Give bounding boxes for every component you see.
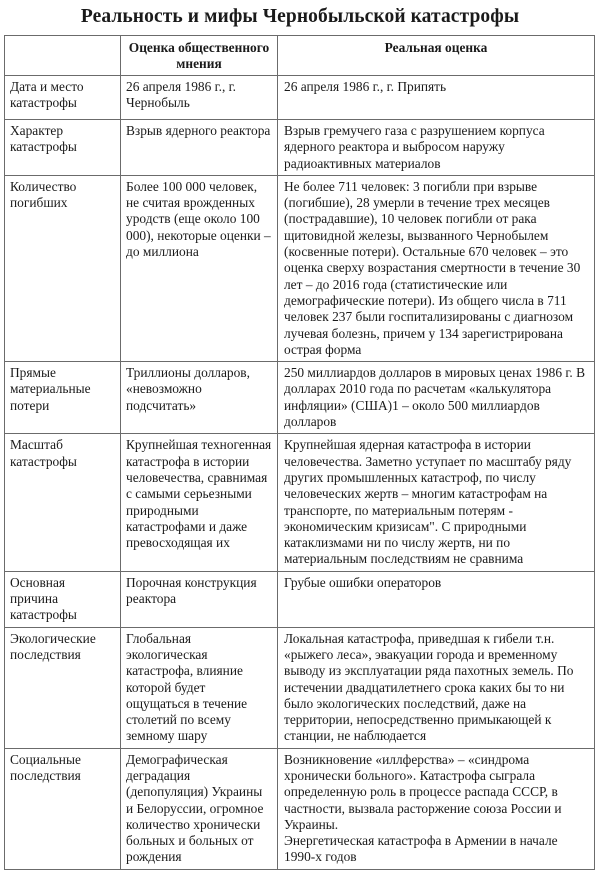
row-real-assessment bbox=[278, 175, 595, 361]
header-aspect bbox=[5, 36, 121, 76]
table-row bbox=[5, 571, 595, 627]
row-public-opinion: Триллионы долларов, «невозможно подсчитать» bbox=[121, 362, 278, 434]
row-public-opinion: Глобальная экологическая катастрофа, влияние которой будет ощущаться в течение столетий по всему земному шару bbox=[121, 627, 278, 748]
table-row bbox=[5, 434, 595, 571]
row-public-opinion: Взрыв ядерного реактора bbox=[121, 120, 278, 176]
row-real-assessment bbox=[278, 748, 595, 869]
real-paragraph: Локальная катастрофа, приведшая к гибели т.н. «рыжего леса», эвакуации города и временному выводу из эксплуатации ряда пахотных земель. По истечении двадцатилетнего срока каких бы то ни было экологических последствий, даже на территории, непосредственно примыкающей к станции, не наблюдается bbox=[284, 630, 574, 744]
row-aspect: Социальные последствия bbox=[5, 748, 121, 869]
table-row bbox=[5, 748, 595, 869]
row-aspect: Масштаб катастрофы bbox=[5, 434, 121, 571]
real-paragraph: Энергетическая катастрофа в Армении в начале 1990-х годов bbox=[284, 833, 558, 865]
header-public-opinion: Оценка общественного мнения bbox=[121, 36, 278, 76]
row-real-assessment bbox=[278, 362, 595, 434]
row-aspect: Прямые материальные потери bbox=[5, 362, 121, 434]
row-aspect: Дата и место катастрофы bbox=[5, 76, 121, 120]
row-real-assessment bbox=[278, 76, 595, 120]
row-public-opinion: Демографическая деградация (депопуляция) Украины и Белоруссии, огромное количество хронически больных и больных от рождения bbox=[121, 748, 278, 869]
real-paragraph: Грубые ошибки операторов bbox=[284, 574, 442, 590]
table-row bbox=[5, 627, 595, 748]
real-paragraph: Взрыв гремучего газа с разрушением корпуса ядерного реактора и выбросом наружу радиоактивных материалов bbox=[284, 123, 545, 171]
table-header-row bbox=[5, 36, 595, 76]
table-row bbox=[5, 175, 595, 361]
table-row bbox=[5, 362, 595, 434]
comparison-table bbox=[4, 35, 595, 870]
row-aspect: Количество погибших bbox=[5, 175, 121, 361]
row-real-assessment bbox=[278, 120, 595, 176]
header-real-assessment: Реальная оценка bbox=[278, 36, 595, 76]
table-row bbox=[5, 120, 595, 176]
row-aspect: Экологические последствия bbox=[5, 627, 121, 748]
document-title: Реальность и мифы Чернобыльской катастрофы bbox=[80, 6, 520, 27]
row-aspect: Основная причина катастрофы bbox=[5, 571, 121, 627]
row-real-assessment bbox=[278, 627, 595, 748]
real-paragraph: Крупнейшая ядерная катастрофа в истории человечества. Заметно уступает по масштабу ряду других промышленных катастроф, по числу человеческих жертв – многим катастрофам на транспорте, по материальным потерям - экономическим кризисам". С природными катаклизмами ни по числу жертв, ни по материальным последствиям не сравнима bbox=[284, 437, 572, 567]
row-public-opinion: Крупнейшая техногенная катастрофа в истории человечества, сравнимая с самыми серьезными природными катастрофами и даже превосходящая их bbox=[121, 434, 278, 571]
row-real-assessment bbox=[278, 434, 595, 571]
row-real-assessment bbox=[278, 571, 595, 627]
real-paragraph: 250 миллиардов долларов в мировых ценах 1986 г. В долларах 2010 года по расчетам «калькулятора инфляции» (США)1 – около 500 миллиардов долларов bbox=[284, 365, 586, 430]
real-paragraph: 26 апреля 1986 г., г. Припять bbox=[284, 79, 447, 94]
row-public-opinion: 26 апреля 1986 г., г. Чернобыль bbox=[121, 76, 278, 120]
row-public-opinion: Более 100 000 человек, не считая врожденных уродств (еще около 100 000), некоторые оценки – до миллиона bbox=[121, 175, 278, 361]
table-row bbox=[5, 76, 595, 120]
real-paragraph: Возникновение «иллферства» – «синдрома хронически больного». Катастрофа сыграла определенную роль в процессе распада СССР, в частности, вызвала расторжение союза России и Украины. bbox=[284, 751, 562, 832]
row-public-opinion: Порочная конструкция реактора bbox=[121, 571, 278, 627]
real-paragraph: Не более 711 человек: 3 погибли при взрыве (погибшие), 28 умерли в течение трех месяцев (пострадавшие), 10 человек погибли от рака щитовидной железы, вызванного Чернобылем (косвенные потери). Остальные 670 человек – это оценка сверху возрастания смертности в течение 30 лет – до 2016 года (статистические или демографические потери). Из общего числа в 711 человек 237 были госпитализированы с диагнозом лучевая болезнь, причем у 134 зарегистрирована острая форма bbox=[284, 178, 581, 357]
row-aspect: Характер катастрофы bbox=[5, 120, 121, 176]
